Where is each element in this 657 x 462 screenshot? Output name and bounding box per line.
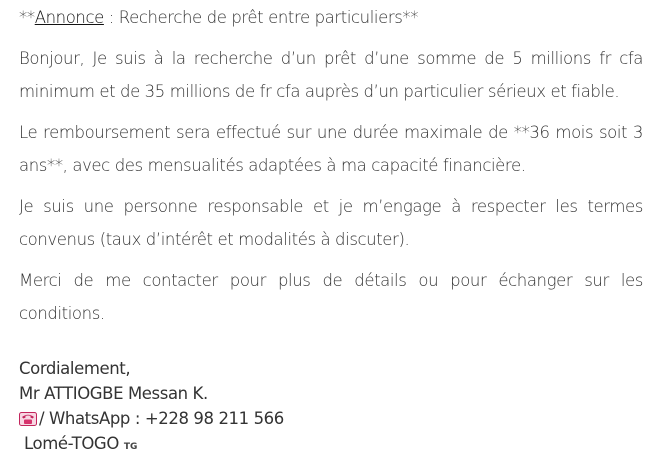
phone-line [19,406,284,431]
paragraph-contact: Merci de me contacter pour plus de détails ou pour échanger sur les conditions. [19,271,643,323]
title-separator: : [103,8,119,27]
phone-number[interactable]: / WhatsApp : +228 98 211 566 [39,409,284,428]
location-line [19,431,284,460]
closing-text: Cordialement, [19,359,131,378]
signature-block [19,356,284,460]
title-text: Recherche de prêt entre particuliers** [118,8,419,27]
paragraph-greeting: Bonjour, Je suis à la recherche d’un prêt d’une somme de 5 millions fr cfa minimum et de 35 millions de fr cfa auprès d’un particulier sérieux et fiable. [19,49,643,101]
paragraph-commitment: Je suis une personne responsable et je m’engage à respecter les termes convenus (taux d’intérêt et modalités à discuter). [19,197,643,249]
country-code: TG [123,442,138,452]
location-text: Lomé-TOGO [24,434,119,453]
title-prefix: ** [19,8,35,27]
paragraph-repayment: Le remboursement sera effectué sur une durée maximale de **36 mois soit 3 ans**, avec des mensualités adaptées à ma capacité financière. [19,123,643,175]
announcement-title [19,6,643,30]
sender-name: Mr ATTIOGBE Messan K. [19,384,208,403]
telephone-icon [19,408,37,422]
title-label: Annonce [34,8,104,27]
announcement-document [19,6,643,330]
